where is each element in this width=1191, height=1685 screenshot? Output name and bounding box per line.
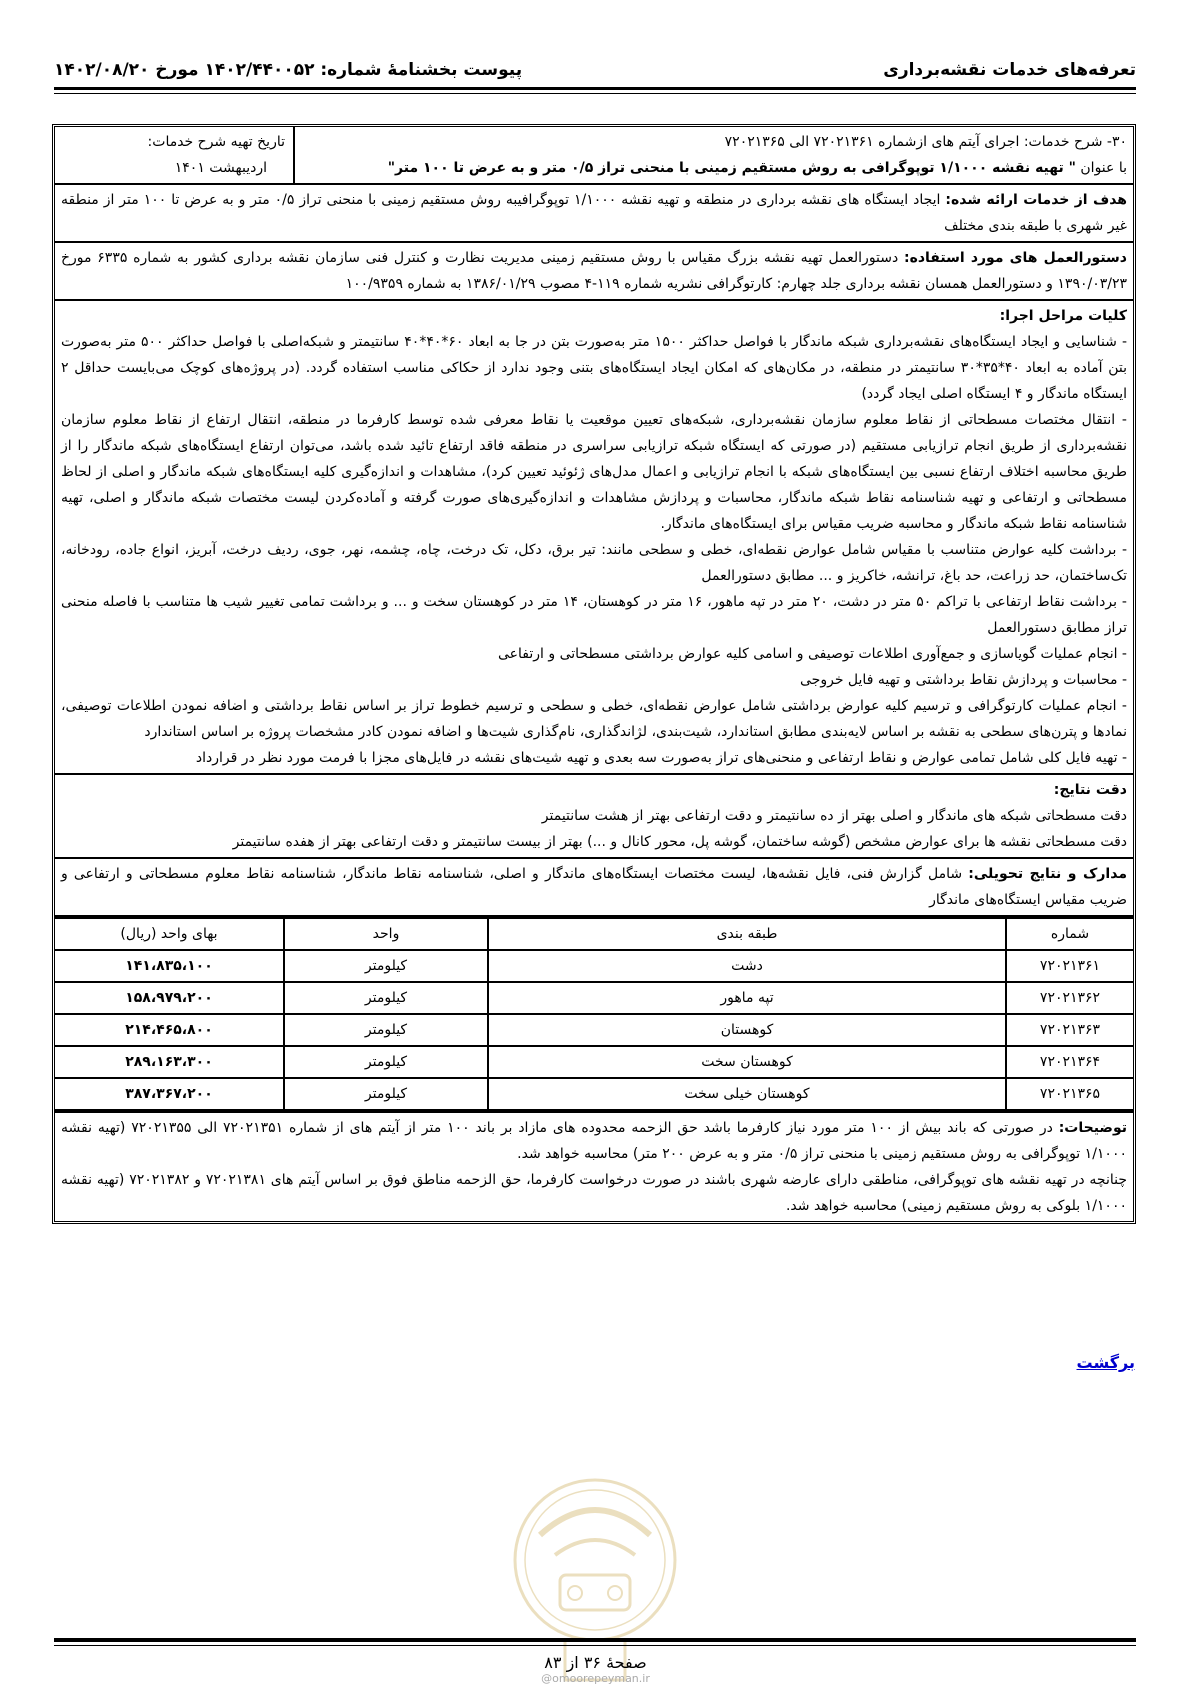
goal-label: هدف از خدمات ارائه شده:: [945, 192, 1128, 208]
row-unit: کیلومتر: [284, 1046, 488, 1078]
row-price: ۱۴۱،۸۳۵،۱۰۰: [55, 950, 284, 982]
footer-rule-thick: [54, 1638, 1136, 1642]
row-category: کوهستان: [488, 1014, 1006, 1046]
date-cell: [55, 127, 293, 183]
row-price: ۳۸۷،۳۶۷،۲۰۰: [55, 1078, 284, 1110]
header-rule-thin: [54, 93, 1136, 94]
row-category: تپه ماهور: [488, 982, 1006, 1014]
note-1-text: در صورتی که باند بیش از ۱۰۰ متر مورد نیاز کارفرما باشد حق الزحمه محدوده های مازاد بر باند ۱۰۰ متر از آیتم های از شماره ۷۲۰۲۱۳۵۱ الی ۷۲۰۲۱۳۵۵ (تهیه نقشه ۱/۱۰۰۰ توپوگرافی به روش مستقیم زمینی با منحنی تراز ۰/۵ متر و به عرض ۲۰۰ متر) محاسبه خواهد شد.: [61, 1120, 1127, 1162]
goal-text: ایجاد ایستگاه های نقشه برداری در منطقه و تهیه نقشه ۱/۱۰۰۰ توپوگرافیبه روش مستقیم زمینی با منحنی تراز ۰/۵ متر و به عرض تا ۱۰۰ متر از منطقه غیر شهری با طبقه بندی مختلف: [61, 192, 1127, 234]
service-row: [55, 127, 1133, 185]
row-category: کوهستان سخت: [488, 1046, 1006, 1078]
steps-row: [55, 301, 1133, 775]
date-value: اردیبهشت ۱۴۰۱: [174, 160, 267, 176]
accuracy-title: دقت نتایج:: [1053, 782, 1127, 798]
row-unit: کیلومتر: [284, 1078, 488, 1110]
manuals-row: [55, 243, 1133, 301]
row-unit: کیلومتر: [284, 950, 488, 982]
row-number: ۷۲۰۲۱۳۶۲: [1006, 982, 1133, 1014]
footer-rule-thin: [54, 1645, 1136, 1646]
row-unit: کیلومتر: [284, 982, 488, 1014]
document-title: تعرفه‌های خدمات نقشه‌برداری: [883, 60, 1136, 80]
row-price: ۲۱۴،۴۶۵،۸۰۰: [55, 1014, 284, 1046]
row-price: ۱۵۸،۹۷۹،۲۰۰: [55, 982, 284, 1014]
step-item: - انجام عملیات کارتوگرافی و ترسیم کلیه عوارض برداشتی شامل عوارض نقطه‌ای، خطی و سطحی و ترسیم خطوط تراز بر اساس نقاط برداشتی و اضافه نمودن اطلاعات توصیفی، نمادها و پترن‌های سطحی به نقشه بر اساس لایه‌بندی مطابق استاندارد، شیت‌بندی، لژاندگذاری، نام‌گذاری شیت‌ها و اضافه نمودن کادر مشخصات پروژه بر اساس استاندارد: [61, 698, 1127, 740]
note-1: [61, 1115, 1127, 1167]
step-item: - انجام عملیات گویاسازی و جمع‌آوری اطلاعات توصیفی و اسامی کلیه عوارض برداشتی مسطحاتی و ارتفاعی: [498, 646, 1127, 662]
goal-row: [55, 185, 1133, 243]
step-item: - تهیه فایل کلی شامل تمامی عوارض و نقاط ارتفاعی و منحنی‌های تراز به‌صورت سه بعدی و تهیه شیت‌های نقشه در فایل‌های مجزا با فرمت مورد نظر در قرارداد: [195, 750, 1127, 766]
row-number: ۷۲۰۲۱۳۶۳: [1006, 1014, 1133, 1046]
notes-label: توضیحات:: [1058, 1120, 1127, 1136]
notes-row: [55, 1113, 1133, 1221]
service-cell: [293, 127, 1133, 183]
deliverables-label: مدارک و نتایج تحویلی:: [968, 866, 1127, 882]
date-label: تاریخ تهیه شرح خدمات:: [147, 134, 285, 150]
back-link[interactable]: برگشت: [1076, 1353, 1135, 1372]
accuracy-item: دقت مسطحاتی نقشه ها برای عوارض مشخص (گوشه ساختمان، گوشه پل، محور کانال و ...) بهتر از بیست سانتیمتر و دقت ارتفاعی بهتر از هفده سانتیمتر: [232, 834, 1127, 850]
manuals-label: دستورالعمل های مورد استفاده:: [903, 250, 1127, 266]
step-item: - برداشت کلیه عوارض متناسب با مقیاس شامل عوارض نقطه‌ای، خطی و سطحی مانند: تیر برق، دکل، تک درخت، چاه، چشمه، نهر، جوی، ردیف درخت، آبریز، انواع جاده، رودخانه، تک‌ساختمان، حد زراعت، حد باغ، ترانشه، خاکریز و ... مطابق دستورالعمل: [61, 542, 1127, 584]
table-row: [55, 1078, 1133, 1110]
row-category: کوهستان خیلی سخت: [488, 1078, 1006, 1110]
accuracy-row: [55, 775, 1133, 859]
table-row: [55, 950, 1133, 982]
price-table: [55, 917, 1133, 1111]
note-2: چنانچه در تهیه نقشه های توپوگرافی، مناطقی دارای عارضه شهری باشند در صورت درخواست کارفرما، حق الزحمه مناطق فوق بر اساس آیتم های ۷۲۰۲۱۳۸۱ و ۷۲۰۲۱۳۸۲ (تهیه نقشه ۱/۱۰۰۰ بلوکی به روش مستقیم زمینی) محاسبه خواهد شد.: [61, 1172, 1127, 1214]
row-number: ۷۲۰۲۱۳۶۱: [1006, 950, 1133, 982]
page-header: [54, 56, 1136, 84]
table-row: [55, 1046, 1133, 1078]
row-unit: کیلومتر: [284, 1014, 488, 1046]
step-item: - شناسایی و ایجاد ایستگاه‌های نقشه‌برداری شبکه ماندگار با فواصل حداکثر ۱۵۰۰ متر به‌صورت بتن در جا به ابعاد ۶۰*۴۰*۴۰ سانتیمتر و شبکه‌اصلی با فواصل حداکثر ۵۰۰ متر به‌صورت بتن آماده به ابعاد ۴۰*۳۵*۳۰ سانتیمتر در منطقه، در مکان‌های که امکان ایجاد ایستگاه‌های بتنی وجود ندارد از حکاکی مناسب استفاده گردد. (در پروژه‌های کوچک می‌بایست حداقل ۲ ایستگاه ماندگار و ۴ ایستگاه اصلی ایجاد گردد): [61, 334, 1128, 402]
step-item: - برداشت نقاط ارتفاعی با تراکم ۵۰ متر در دشت، ۲۰ متر در تپه ماهور، ۱۶ متر در کوهستان، ۱۴ متر در کوهستان سخت و ... و برداشت تمامی تغییر شیب ها متناسب با فاصله منحنی تراز مطابق دستورالعمل: [61, 594, 1127, 636]
service-title-prefix: با عنوان: [1075, 160, 1127, 176]
header-category: طبقه بندی: [488, 918, 1006, 950]
header-unit: واحد: [284, 918, 488, 950]
seal-logo-icon: [500, 1465, 690, 1685]
row-number: ۷۲۰۲۱۳۶۵: [1006, 1078, 1133, 1110]
watermark: @omoorepeyman.ir: [541, 1672, 650, 1685]
deliverables-text: شامل گزارش فنی، فایل نقشه‌ها، لیست مختصات ایستگاه‌های ماندگار و اصلی، شناسنامه نقاط ماندگار، شناسنامه نقاط معلوم مسطحاتی و ارتفاعی و ضریب مقیاس ایستگاه‌های ماندگار: [61, 866, 1127, 908]
service-title-line: [301, 155, 1127, 181]
step-item: - انتقال مختصات مسطحاتی از نقاط معلوم سازمان نقشه‌برداری، شبکه‌های تعیین موقعیت یا نقاط معرفی شده توسط کارفرما در منطقه، انتقال ارتفاع از نقاط معلوم سازمان نقشه‌برداری از طریق انجام ترازیابی مستقیم (در صورتی که ایستگاه شبکه ترازیابی سراسری در منطقه فاقد ارتفاع تائید شده باشد، می‌توان ارتفاع ایستگاه‌های شبکه ماندگار را از طریق محاسبه اختلاف ارتفاع نسبی بین ایستگاه‌های شبکه با انجام ترازیابی و اعمال مدل‌های ژئوئید تعیین کرد)، مشاهدات و اندازه‌گیری کلیه ایستگاه‌های شبکه ماندگار و اصلی از لحاظ مسطحاتی و ارتفاعی و تهیه شناسنامه نقاط شبکه ماندگار، محاسبات و پردازش مشاهدات و اندازه‌گیری‌های صورت گرفته و آماده‌کردن لیست مختصات شبکه ماندگار و اصلی، تهیه شناسنامه نقاط شبکه ماندگار و محاسبه ضریب مقیاس برای ایستگاه‌های ماندگار.: [61, 412, 1127, 532]
row-price: ۲۸۹،۱۶۳،۳۰۰: [55, 1046, 284, 1078]
row-category: دشت: [488, 950, 1006, 982]
step-item: - محاسبات و پردازش نقاط برداشتی و تهیه فایل خروجی: [800, 672, 1127, 688]
header-number: شماره: [1006, 918, 1133, 950]
attachment-reference: پیوست بخشنامهٔ شماره: ۱۴۰۲/۴۴۰۰۵۲ مورخ ۱۴۰۲/۰۸/۲۰: [54, 60, 523, 80]
header-rule-thick: [54, 87, 1136, 90]
price-table-row: [55, 917, 1133, 1113]
manuals-text: دستورالعمل تهیه نقشه بزرگ مقیاس با روش مستقیم زمینی مدیریت نظارت و کنترل فنی سازمان نقشه برداری کشور به شماره ۶۳۳۵ مورخ ۱۳۹۰/۰۳/۲۳ و دستورالعمل همسان نقشه برداری جلد چهارم: کارتوگرافی نشریه شماره ۱۱۹-۴ مصوب ۱۳۸۶/۰۱/۲۹ به شماره ۱۰۰/۹۳۵۹: [61, 250, 1127, 292]
table-header-row: [55, 918, 1133, 950]
page-number: صفحهٔ ۳۶ از ۸۳: [544, 1653, 647, 1672]
service-description-form: [52, 124, 1136, 1224]
accuracy-item: دقت مسطحاتی شبکه های ماندگار و اصلی بهتر از ده سانتیمتر و دقت ارتفاعی بهتر از هشت سانتیمتر: [541, 808, 1127, 824]
header-price: بهای واحد (ریال): [55, 918, 284, 950]
row-number: ۷۲۰۲۱۳۶۴: [1006, 1046, 1133, 1078]
deliverables-row: [55, 859, 1133, 917]
service-items-line: ۳۰- شرح خدمات: اجرای آیتم های ازشماره ۷۲۰۲۱۳۶۱ الی ۷۲۰۲۱۳۶۵: [724, 134, 1127, 150]
service-title: " تهیه نقشه ۱/۱۰۰۰ توپوگرافی به روش مستقیم زمینی با منحنی تراز ۰/۵ متر و به عرض تا ۱۰۰ متر": [387, 160, 1076, 176]
table-row: [55, 1014, 1133, 1046]
steps-title: کلیات مراحل اجرا:: [999, 308, 1127, 324]
table-row: [55, 982, 1133, 1014]
